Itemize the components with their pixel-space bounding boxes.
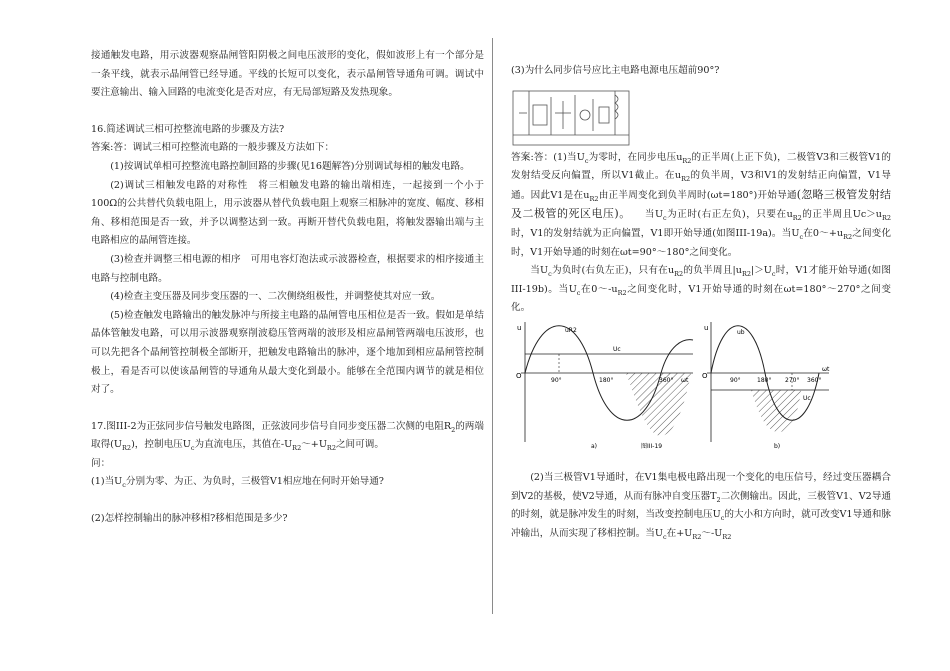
svg-text:180°: 180° [757,376,772,384]
svg-text:O: O [516,371,522,380]
svg-text:360°: 360° [807,376,822,384]
svg-text:O: O [702,371,708,380]
svg-text:u: u [517,323,522,332]
svg-text:a): a) [591,442,598,450]
right-column [511,0,891,543]
circuit-diagram [511,85,631,149]
svg-text:Uc: Uc [613,345,621,353]
paragraph-intro: 接通触发电路，用示波器观察晶闸管阳阴极之间电压波形的变化，假如波形上有一个部分是一条平线，就表示晶闸管已经导通。平线的长短可以变化，表示晶闸管导通角可调。调试中要注意输出、输入回路的电流变化是否对应，有无局部短路及发热现象。 [91,50,484,99]
svg-text:ub: ub [737,328,745,336]
question-16: 16.简述调试三相可控整流电路的步骤及方法? [91,123,285,135]
step-2: (2)调试三相触发电路的对称性 将三相触发电路的输出端相连，一起接到一个小于100Ω的公共替代负载电阻上，用示波器从替代负载电阻上观察三相脉冲的宽度、幅度、移相角、移相范围是否一致，并予以调整达到一致。再断开替代负载电阻，将触发器输出端与主电路相应的晶闸管连接。 [91,179,484,247]
svg-text:u: u [704,323,709,332]
svg-text:b): b) [774,442,781,450]
waveform-figure [511,320,841,460]
waveform-b [702,322,830,450]
svg-text:90°: 90° [730,376,741,384]
svg-text:180°: 180° [599,376,614,384]
figure-caption: 图III-19 [641,442,663,450]
left-column [91,0,484,529]
question-17-3: (3)为什么同步信号应比主电路电源电压超前90°? [511,65,720,76]
answer-17-1: 答案:答：(1)当$U_c$为零时，在同步电压$u_{R2}$的正半周(上正下负)，二极管V3和三极管V1的发射结受反向偏置，所以V1截止。在$u_{R2}$的负半周，V3和V1的发射结正向偏置，V1导通。因此V1是在$u_{R2}$由正半周变化到负半周时(ωt=180°)开始导通(忽略三极管发射结及二极管的死区电压)。 当$U_c$为正时(右正左负)，只要在$u_{R2}$的正半周且$Uc>u_{R2}$时，V1的发射结就为正向偏置，V1即开始导通(如图III-19a)。当$U_c$在$0\sim+u_{R2}$之间变化时，V1开始导通的时刻在ωt=90°～180°之间变化。 [511,151,891,258]
svg-text:uR2: uR2 [565,326,577,334]
answer-17-1-negative: 当$U_c$为负时(右负左正)，只有在$u_{R2}$的负半周且$|u_{R2}|>U_c$时，V1才能开始导通(如图III-19b)。当$U_c$在$0\sim-u_{R2}$之间变化时，V1开始导通的时刻在ωt=180°～270°之间变化。 [511,265,892,314]
step-4: (4)检查主变压器及同步变压器的一、二次侧绕组极性，并调整使其对应一致。 [110,291,441,303]
question-17-1: (1)当$U_c$分别为零、为正、为负时，三极管V1相应地在何时开始导通? [91,476,384,490]
column-divider [492,38,493,614]
question-17-ask: 问： [91,457,111,469]
svg-text:360°: 360° [659,376,674,384]
step-1: (1)按调试单相可控整流电路控制回路的步骤(见16题解答)分别调试每相的触发电路。 [110,160,470,172]
answer-16-lead: 答案:答：调试三相可控整流电路的一般步骤及方法如下： [91,142,335,154]
answer-17-2: (2)当三极管V1导通时，在V1集电极电路出现一个变化的电压信号，经过变压器耦合到V2的基极，使V2导通，从而有脉冲自变压器$T_2$二次侧输出。因此，三极管V1、V2导通的时刻，就是脉冲发生的时刻，当改变控制电压$U_c$的大小和方向时，就可改变V1导通和脉冲输出，从而实现了移相控制。当$U_c$在$+U_{R2}\sim-U_{R2}$ [511,471,891,541]
svg-text:90°: 90° [551,376,562,384]
waveform-a [516,322,693,450]
svg-text:Uc: Uc [803,394,811,402]
question-17-2: (2)怎样控制输出的脉冲移相?移相范围是多少? [91,513,288,525]
svg-text:270°: 270° [785,376,800,384]
step-3: (3)检查并调整三相电源的相序 可用电容灯泡法或示波器检查，根据要求的相序接通主电路与控制电路。 [91,253,484,284]
svg-text:ωt: ωt [822,365,830,373]
step-5: (5)检查触发电路输出的触发脉冲与所接主电路的晶闸管电压相位是否一致。假如是单结晶体管触发电路，可以用示波器观察削波稳压管两端的波形及相应晶闸管两端电压波形，也可以先把各个晶闸管控制极全部断开，把触发电路输出的脉冲，逐个地加到相应晶闸管控制极上，看是否可以使该晶闸管的导通角从最大变化到最小。能够在全范围内调节的就是相位对了。 [91,309,484,396]
svg-text:ωt: ωt [681,376,689,384]
question-17: 17.图III-2为正弦同步信号触发电路图，正弦波同步信号自同步变压器二次侧的电阻$R_2$的两端取得$(U_{R2})$，控制电压$U_c$为直流电压，其值在$-U_{R2}\sim+U_{R2}$之间可调。 [91,420,485,453]
